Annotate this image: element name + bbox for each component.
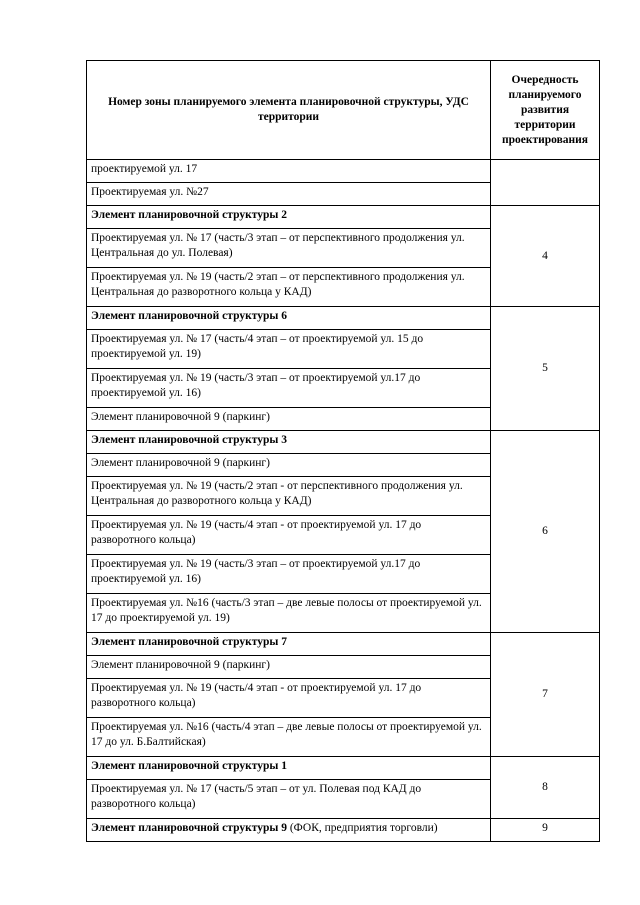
table-header-row (87, 61, 600, 160)
priority-cell: 8 (491, 757, 600, 819)
priority-cell: 5 (491, 307, 600, 431)
table-row (87, 307, 600, 330)
table-row (87, 633, 600, 656)
table-row (87, 160, 600, 183)
table-row (87, 757, 600, 780)
group-heading: Элемент планировочной структуры 2 (87, 206, 491, 229)
priority-cell: 4 (491, 206, 600, 307)
row-text: Проектируемая ул. № 19 (часть/4 этап - от проектируемой ул. 17 до разворотного кольца) (87, 516, 491, 555)
group-heading: Элемент планировочной структуры 1 (87, 757, 491, 780)
row-text: Проектируемая ул. № 17 (часть/5 этап – от ул. Полевая под КАД до разворотного кольца) (87, 780, 491, 819)
priority-cell: 7 (491, 633, 600, 757)
group-heading-suffix: (ФОК, предприятия торговли) (286, 822, 438, 834)
priority-table (86, 60, 600, 842)
row-text: Проектируемая ул. №16 (часть/3 этап – две левые полосы от проектируемой ул. 17 до проектируемой ул. 19) (87, 594, 491, 633)
group-heading: Элемент планировочной структуры 7 (87, 633, 491, 656)
group-heading: Элемент планировочной структуры 3 (87, 431, 491, 454)
row-text: Проектируемая ул. № 19 (часть/4 этап - от проектируемой ул. 17 до разворотного кольца) (87, 679, 491, 718)
row-text: Проектируемая ул. №27 (87, 183, 491, 206)
row-text: Проектируемая ул. № 19 (часть/3 этап – от проектируемой ул.17 до проектируемой ул. 16) (87, 369, 491, 408)
group-heading: Элемент планировочной структуры 6 (87, 307, 491, 330)
row-text: проектируемой ул. 17 (87, 160, 491, 183)
row-text: Элемент планировочной 9 (паркинг) (87, 408, 491, 431)
row-text: Проектируемая ул. № 19 (часть/3 этап – от проектируемой ул.17 до проектируемой ул. 16) (87, 555, 491, 594)
header-zone-number: Номер зоны планируемого элемента планировочной структуры, УДС территории (87, 61, 491, 160)
row-text: Проектируемая ул. № 17 (часть/3 этап – от перспективного продолжения ул. Центральная до ул. Полевая) (87, 229, 491, 268)
row-text: Проектируемая ул. № 17 (часть/4 этап – от проектируемой ул. 15 до проектируемой ул. 19) (87, 330, 491, 369)
priority-cell: 6 (491, 431, 600, 633)
row-text: Проектируемая ул. №16 (часть/4 этап – две левые полосы от проектируемой ул. 17 до ул. Б.Балтийская) (87, 718, 491, 757)
table-row (87, 819, 600, 842)
header-priority: Очередность планируемого развития территории проектирования (491, 61, 600, 160)
row-text: Проектируемая ул. № 19 (часть/2 этап – от перспективного продолжения ул. Центральная до разворотного кольца у КАД) (87, 268, 491, 307)
group-heading (87, 819, 491, 842)
row-text: Проектируемая ул. № 19 (часть/2 этап - от перспективного продолжения ул. Центральная до разворотного кольца у КАД) (87, 477, 491, 516)
table-row (87, 431, 600, 454)
priority-cell (491, 160, 600, 206)
group-heading-bold: Элемент планировочной структуры 9 (91, 822, 287, 834)
table-row (87, 206, 600, 229)
row-text: Элемент планировочной 9 (паркинг) (87, 454, 491, 477)
priority-cell: 9 (491, 819, 600, 842)
row-text: Элемент планировочной 9 (паркинг) (87, 656, 491, 679)
